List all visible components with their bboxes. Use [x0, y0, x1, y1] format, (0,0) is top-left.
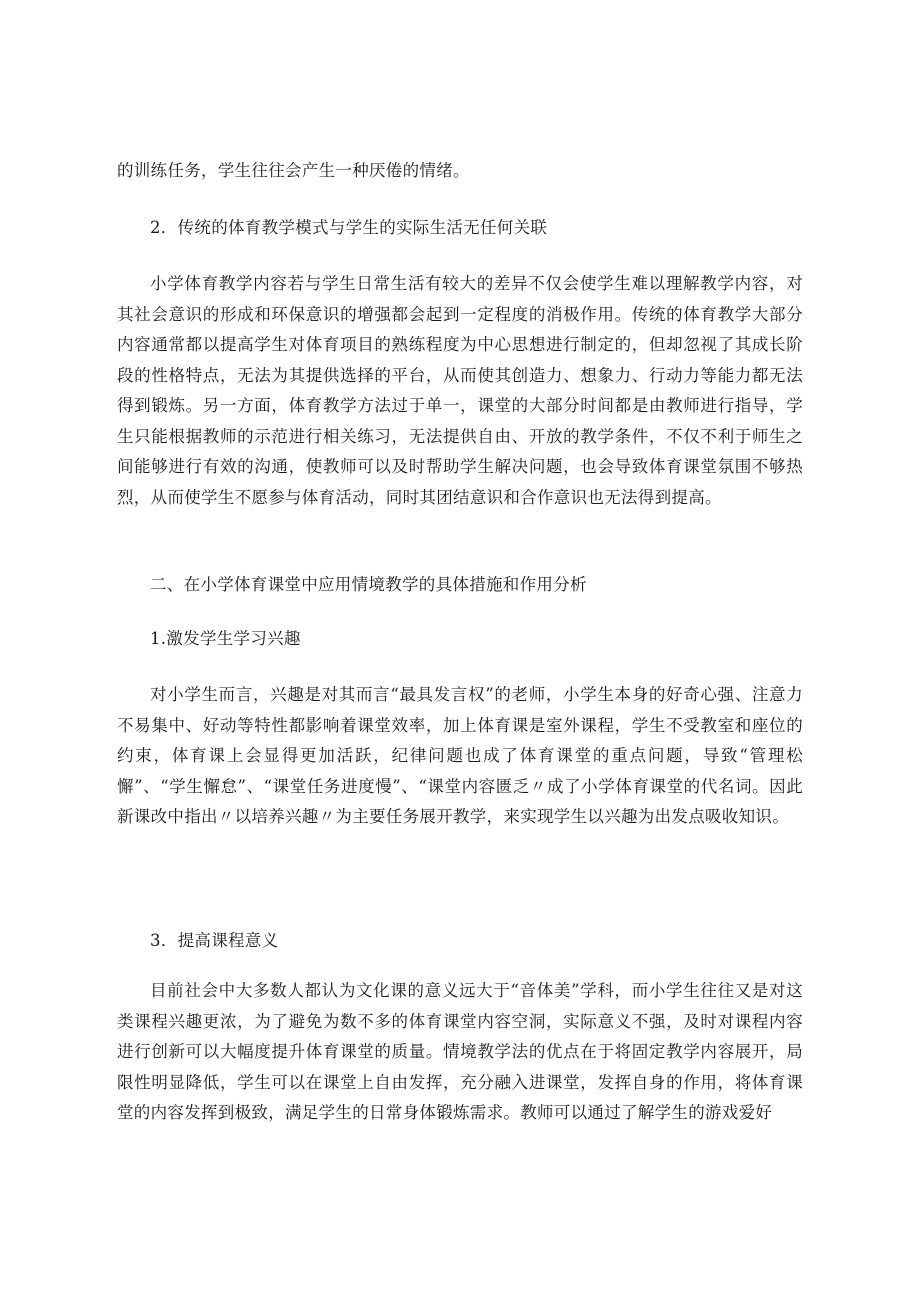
paragraph-traditional-model: 小学体育教学内容若与学生日常生活有较大的差异不仅会使学生难以理解教学内容，对其社会意识的形成和环保意识的增强都会起到一定程度的消极作用。传统的体育教学大部分内容通常都以提高学生对体育项目的熟练程度为中心思想进行制定的，但却忽视了其成长阶段的性格特点，无法为其提供选择的平台，从而使其创造力、想象力、行动力等能力都无法得到锻炼。另一方面，体育教学方法过于单一，课堂的大部分时间都是由教师进行指导，学生只能根据教师的示范进行相关练习，无法提供自由、开放的教学条件，不仅不利于师生之间能够进行有效的沟通，使教师可以及时帮助学生解决问题，也会导致体育课堂氛围不够热烈，从而使学生不愿参与体育活动，同时其团结意识和合作意识也无法得到提高。 [117, 274, 803, 507]
subheading-3: 3．提高课程意义 [150, 931, 279, 950]
subheading-2: 2．传统的体育教学模式与学生的实际生活无任何关联 [150, 218, 548, 237]
paragraph-course-meaning: 目前社会中大多数人都认为文化课的意义远大于“音体美”学科，而小学生往往又是对这类课程兴趣更浓，为了避免为数不多的体育课堂内容空洞，实际意义不强，及时对课程内容进行创新可以大幅度提升体育课堂的质量。情境教学法的优点在于将固定教学内容展开，局限性明显降低，学生可以在课堂上自由发挥，充分融入进课堂，发挥自身的作用，将体育课堂的内容发挥到极致，满足学生的日常身体锻炼需求。教师可以通过了解学生的游戏爱好 [117, 981, 803, 1122]
paragraph-interest: 对小学生而言，兴趣是对其而言“最具发言权”的老师，小学生本身的好奇心强、注意力不易集中、好动等特性都影响着课堂效率，加上体育课是室外课程，学生不受教室和座位的约束，体育课上会显得更加活跃，纪律问题也成了体育课堂的重点问题，导致“管理松懈”、“学生懈怠”、“课堂任务进度慢”、“课堂内容匮乏〃成了小学体育课堂的代名词。因此新课改中指出〃以培养兴趣〃为主要任务展开教学，来实现学生以兴趣为出发点吸收知识。 [117, 685, 803, 826]
paragraph-carryover: 的训练任务，学生往往会产生一种厌倦的情绪。 [117, 161, 470, 180]
section-heading: 二、在小学体育课堂中应用情境教学的具体措施和作用分析 [150, 575, 587, 594]
subheading-1: 1.激发学生学习兴趣 [150, 629, 301, 648]
